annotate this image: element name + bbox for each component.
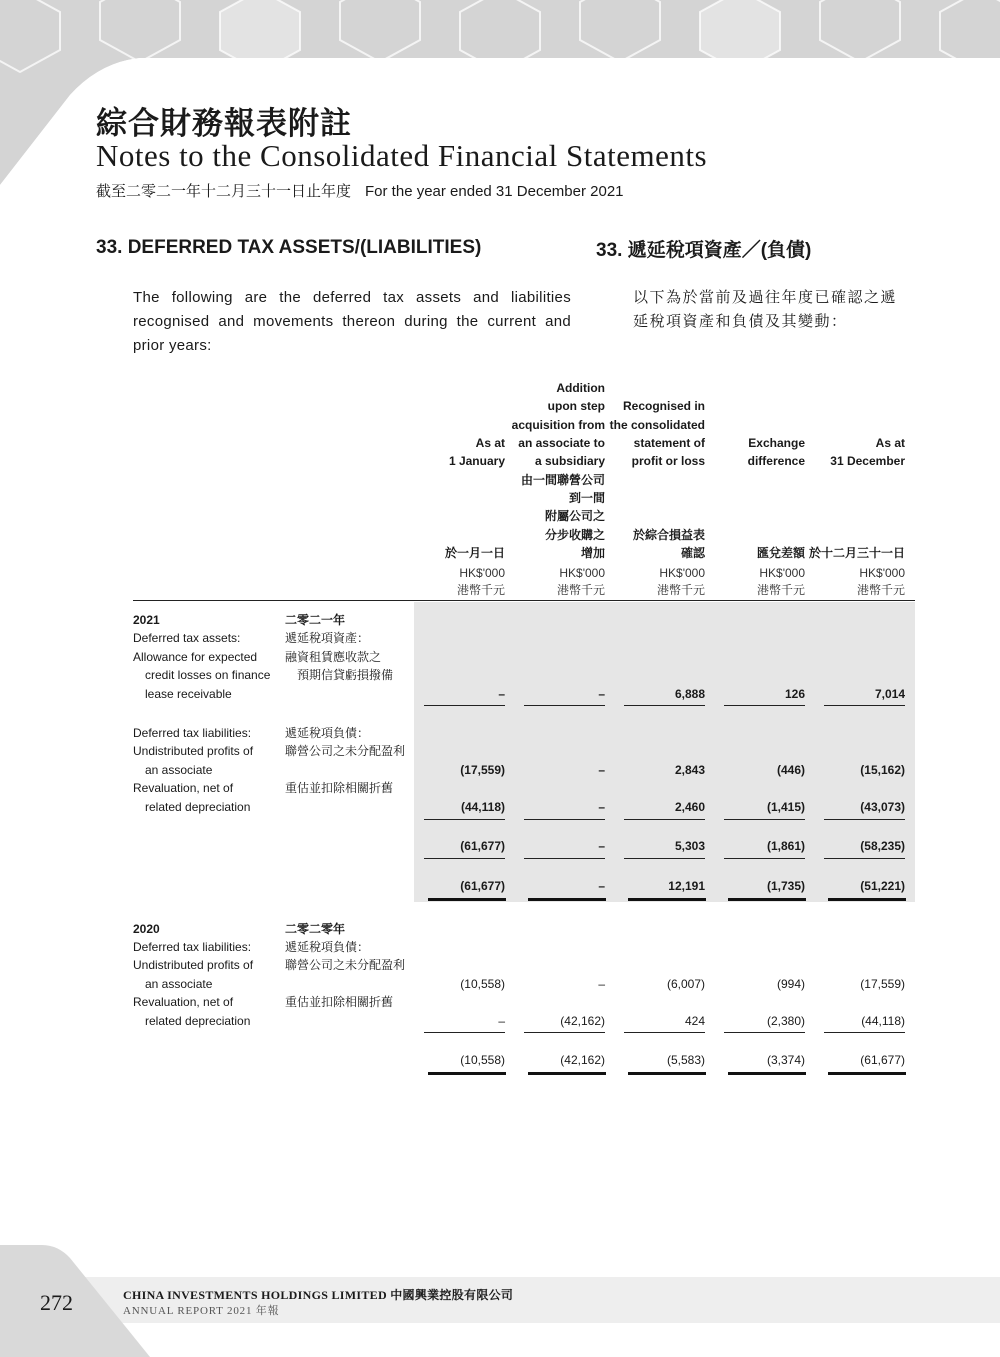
table-cell: (994) [776, 977, 805, 991]
header-unit-en: HK$'000 [659, 566, 705, 580]
header-zh-line: 於一月一日 [444, 546, 505, 560]
header-zh-line: 於綜合損益表 [632, 528, 705, 542]
table-cell: – [598, 687, 605, 701]
header-en-line: a subsidiary [534, 454, 605, 468]
header-en-line: statement of [633, 436, 705, 450]
footer-report-label: ANNUAL REPORT 2021 年報 [123, 1305, 280, 1317]
page-subtitle [96, 180, 624, 201]
section-heading-english: 33. DEFERRED TAX ASSETS/(LIABILITIES) [96, 237, 482, 258]
table-cell: (3,374) [766, 1053, 805, 1067]
table-cell: (446) [776, 763, 805, 777]
underline [724, 1032, 805, 1033]
total-underline [728, 898, 806, 901]
underline [824, 705, 905, 706]
footer-company-name: CHINA INVESTMENTS HOLDINGS LIMITED 中國興業控股有限公司 [123, 1288, 514, 1302]
table-cell: 6,888 [674, 687, 705, 701]
header-zh-line: 於十二月三十一日 [808, 546, 905, 560]
header-en-line: an associate to [518, 436, 605, 450]
table-cell: 126 [784, 687, 805, 701]
underline [424, 858, 505, 859]
header-en-line: upon step [547, 399, 605, 413]
underline [824, 819, 905, 820]
table-top-rule [133, 600, 915, 601]
header-unit-zh: 港幣千元 [556, 583, 605, 597]
table-cell: (44,118) [861, 1014, 905, 1028]
header-unit-zh: 港幣千元 [856, 583, 905, 597]
header-zh-line: 分步收購之 [544, 528, 605, 542]
table-cell: (61,677) [460, 879, 505, 893]
total-underline [828, 898, 906, 901]
underline [824, 858, 905, 859]
row-label-line: credit losses on finance [145, 668, 271, 682]
header-unit-en: HK$'000 [859, 566, 905, 580]
total-underline [428, 898, 506, 901]
header-unit-zh: 港幣千元 [756, 583, 805, 597]
table-cell: (1,861) [766, 839, 805, 853]
table-cell: (43,073) [860, 800, 905, 814]
row-label-zh-line: 融資租賃應收款之 [285, 650, 382, 664]
deferred-tax-liabilities-label: Deferred tax liabilities: [133, 726, 252, 740]
year-label-2021-zh: 二零二一年 [285, 613, 346, 627]
table-cell: (15,162) [860, 763, 905, 777]
table-cell: (51,221) [860, 879, 905, 893]
table-cell: (58,235) [860, 839, 905, 853]
underline [524, 819, 605, 820]
page-title-chinese: 綜合財務報表附註 [96, 106, 352, 142]
header-zh-line: 到一間 [568, 491, 605, 505]
table-cell: 2,460 [674, 800, 705, 814]
underline [724, 705, 805, 706]
underline [624, 705, 705, 706]
row-label-line: lease receivable [145, 687, 232, 701]
row-label-zh-line: 聯營公司之未分配盈利 [285, 958, 406, 972]
total-underline [528, 898, 606, 901]
header-en-line: Recognised in [622, 399, 705, 413]
row-label-line: an associate [145, 977, 213, 991]
underline [624, 858, 705, 859]
table-cell: (17,559) [860, 977, 905, 991]
header-unit-en: HK$'000 [759, 566, 805, 580]
table-cell: (61,677) [860, 1053, 905, 1067]
year-label-2020-zh: 二零二零年 [285, 922, 346, 936]
underline [424, 705, 505, 706]
table-cell: – [498, 1014, 505, 1028]
underline [424, 819, 505, 820]
table-cell: 2,843 [674, 763, 705, 777]
underline [624, 819, 705, 820]
page-title-english: Notes to the Consolidated Financial Statements [96, 138, 708, 173]
underline [524, 858, 605, 859]
table-cell: – [598, 879, 605, 893]
header-zh-line: 確認 [680, 546, 705, 560]
header-en-line: profit or loss [631, 454, 705, 468]
table-cell: 424 [684, 1014, 705, 1028]
table-cell: (44,118) [460, 800, 505, 814]
deferred-tax-liabilities-label: Deferred tax liabilities: [133, 940, 252, 954]
total-underline [728, 1072, 806, 1075]
current-year-shading [414, 602, 915, 902]
underline [424, 1032, 505, 1033]
header-zh-line: 由一間聯營公司 [520, 473, 605, 487]
header-en-line: 1 January [448, 454, 505, 468]
subtitle-chinese: 截至二零二一年十二月三十一日止年度 [96, 183, 352, 200]
row-label-line: Allowance for expected [133, 650, 258, 664]
intro-paragraph-english: The following are the deferred tax assets and liabilities recognised and movements thereon during the current and prior years: [133, 289, 571, 354]
year-label-2021: 2021 [133, 613, 160, 627]
table-cell: 5,303 [674, 839, 705, 853]
row-label-zh-line: 聯營公司之未分配盈利 [285, 744, 406, 758]
table-cell: (1,415) [766, 800, 805, 814]
row-label-line: Revaluation, net of [133, 781, 234, 795]
header-en-line: Exchange [748, 436, 805, 450]
total-underline [828, 1072, 906, 1075]
header-unit-en: HK$'000 [559, 566, 605, 580]
subtitle-english: For the year ended 31 December 2021 [365, 183, 624, 200]
total-underline [628, 1072, 706, 1075]
underline [524, 705, 605, 706]
total-underline [428, 1072, 506, 1075]
year-label-2020: 2020 [133, 922, 160, 936]
table-cell: (10,558) [460, 1053, 505, 1067]
table-cell: – [598, 800, 605, 814]
table-cell: 7,014 [874, 687, 905, 701]
row-label-line: Undistributed profits of [133, 744, 254, 758]
intro-paragraph-chinese: 以下為於當前及過往年度已確認之遞延稅項資產和負債及其變動： [633, 289, 898, 330]
table-cell: (2,380) [766, 1014, 805, 1028]
header-zh-line: 增加 [580, 546, 605, 560]
underline [724, 819, 805, 820]
row-label-line: an associate [145, 763, 213, 777]
header-unit-zh: 港幣千元 [656, 583, 705, 597]
table-cell: (42,162) [560, 1053, 605, 1067]
row-label-line: Revaluation, net of [133, 995, 234, 1009]
deferred-tax-assets-label-zh: 遞延稅項資產： [285, 631, 370, 645]
deferred-tax-assets-label: Deferred tax assets: [133, 631, 241, 645]
deferred-tax-liabilities-label-zh: 遞延稅項負債： [285, 726, 370, 740]
total-underline [528, 1072, 606, 1075]
header-en-line: Addition [556, 381, 605, 395]
row-label-line: related depreciation [145, 800, 251, 814]
header-unit-en: HK$'000 [459, 566, 505, 580]
row-label-zh-line: 重估並扣除相關折舊 [285, 781, 394, 795]
table-cell: (1,735) [766, 879, 805, 893]
underline [524, 1032, 605, 1033]
table-cell: – [498, 687, 505, 701]
table-cell: – [598, 839, 605, 853]
table-cell: (61,677) [460, 839, 505, 853]
table-cell: – [598, 977, 605, 991]
header-unit-zh: 港幣千元 [456, 583, 505, 597]
header-zh-line: 匯兌差額 [756, 546, 805, 560]
total-underline [628, 898, 706, 901]
header-en-line: the consolidated [609, 418, 705, 432]
header-en-line: difference [747, 454, 805, 468]
header-en-line: As at [875, 436, 905, 450]
header-en-line: acquisition from [511, 418, 605, 432]
table-cell: (5,583) [666, 1053, 705, 1067]
section-heading-chinese: 33. 遞延稅項資產／(負債) [596, 240, 812, 261]
page-number: 272 [40, 1290, 73, 1315]
header-zh-line: 附屬公司之 [544, 509, 605, 523]
row-label-zh-line: 預期信貸虧損撥備 [297, 668, 394, 682]
table-cell: 12,191 [668, 879, 705, 893]
underline [824, 1032, 905, 1033]
deferred-tax-liabilities-label-zh: 遞延稅項負債： [285, 940, 370, 954]
table-cell: (42,162) [560, 1014, 605, 1028]
row-label-line: related depreciation [145, 1014, 251, 1028]
table-cell: (17,559) [460, 763, 505, 777]
table-cell: (10,558) [460, 977, 505, 991]
table-cell: – [598, 763, 605, 777]
underline [624, 1032, 705, 1033]
header-en-line: 31 December [830, 454, 905, 468]
underline [724, 858, 805, 859]
header-en-line: As at [475, 436, 505, 450]
table-cell: (6,007) [666, 977, 705, 991]
row-label-zh-line: 重估並扣除相關折舊 [285, 995, 394, 1009]
row-label-line: Undistributed profits of [133, 958, 254, 972]
